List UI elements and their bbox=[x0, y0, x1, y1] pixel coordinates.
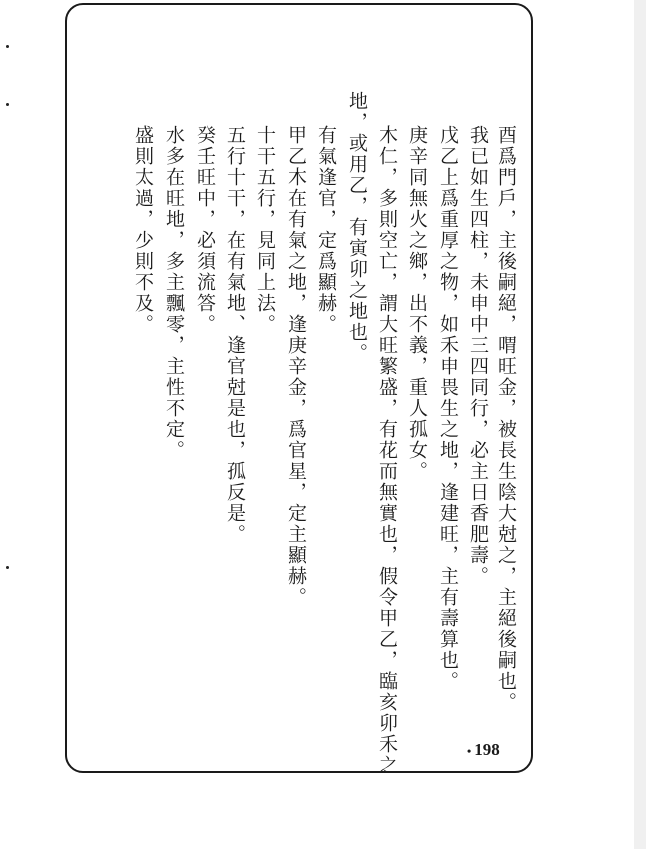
text-column-6: 地，或用乙，有寅卯之地也。 bbox=[346, 91, 368, 364]
scan-speck bbox=[6, 103, 9, 106]
text-column-8: 甲乙木在有氣之地，逢庚辛金，爲官星，定主顯赫。 bbox=[285, 125, 307, 608]
text-column-10: 五行十干，在有氣地、逢官尅是也，孤反是。 bbox=[224, 125, 246, 545]
text-column-5: 木仁，多則空亡，謂大旺繁盛，有花而無實也，假令甲乙，臨亥卯禾之 bbox=[376, 125, 398, 776]
text-column-12: 水多在旺地，多主飄零，主性不定。 bbox=[163, 125, 185, 461]
text-column-11: 癸壬旺中，必須流答。 bbox=[194, 125, 216, 335]
text-column-1: 酉爲門戶，主後嗣絕，喟旺金，被長生陰大尅之，主絕後嗣也。 bbox=[495, 125, 517, 713]
text-column-3: 戊乙上爲重厚之物，如禾申畏生之地，逢建旺，主有壽算也。 bbox=[437, 125, 459, 692]
text-column-2: 我已如生四柱，未申中三四同行，必主日香肥壽。 bbox=[467, 125, 489, 587]
scan-speck bbox=[6, 566, 9, 569]
text-column-13: 盛則太過，少則不及。 bbox=[132, 125, 154, 335]
text-column-9: 十干五行，見同上法。 bbox=[254, 125, 276, 335]
page-edge bbox=[634, 0, 646, 849]
text-column-7: 有氣逢官，定爲顯赫。 bbox=[315, 125, 337, 335]
scan-speck bbox=[6, 45, 9, 48]
page-number: • 198 bbox=[467, 740, 500, 759]
text-column-4: 庚辛同無火之鄉，出不義，重人孤女。 bbox=[406, 125, 428, 482]
